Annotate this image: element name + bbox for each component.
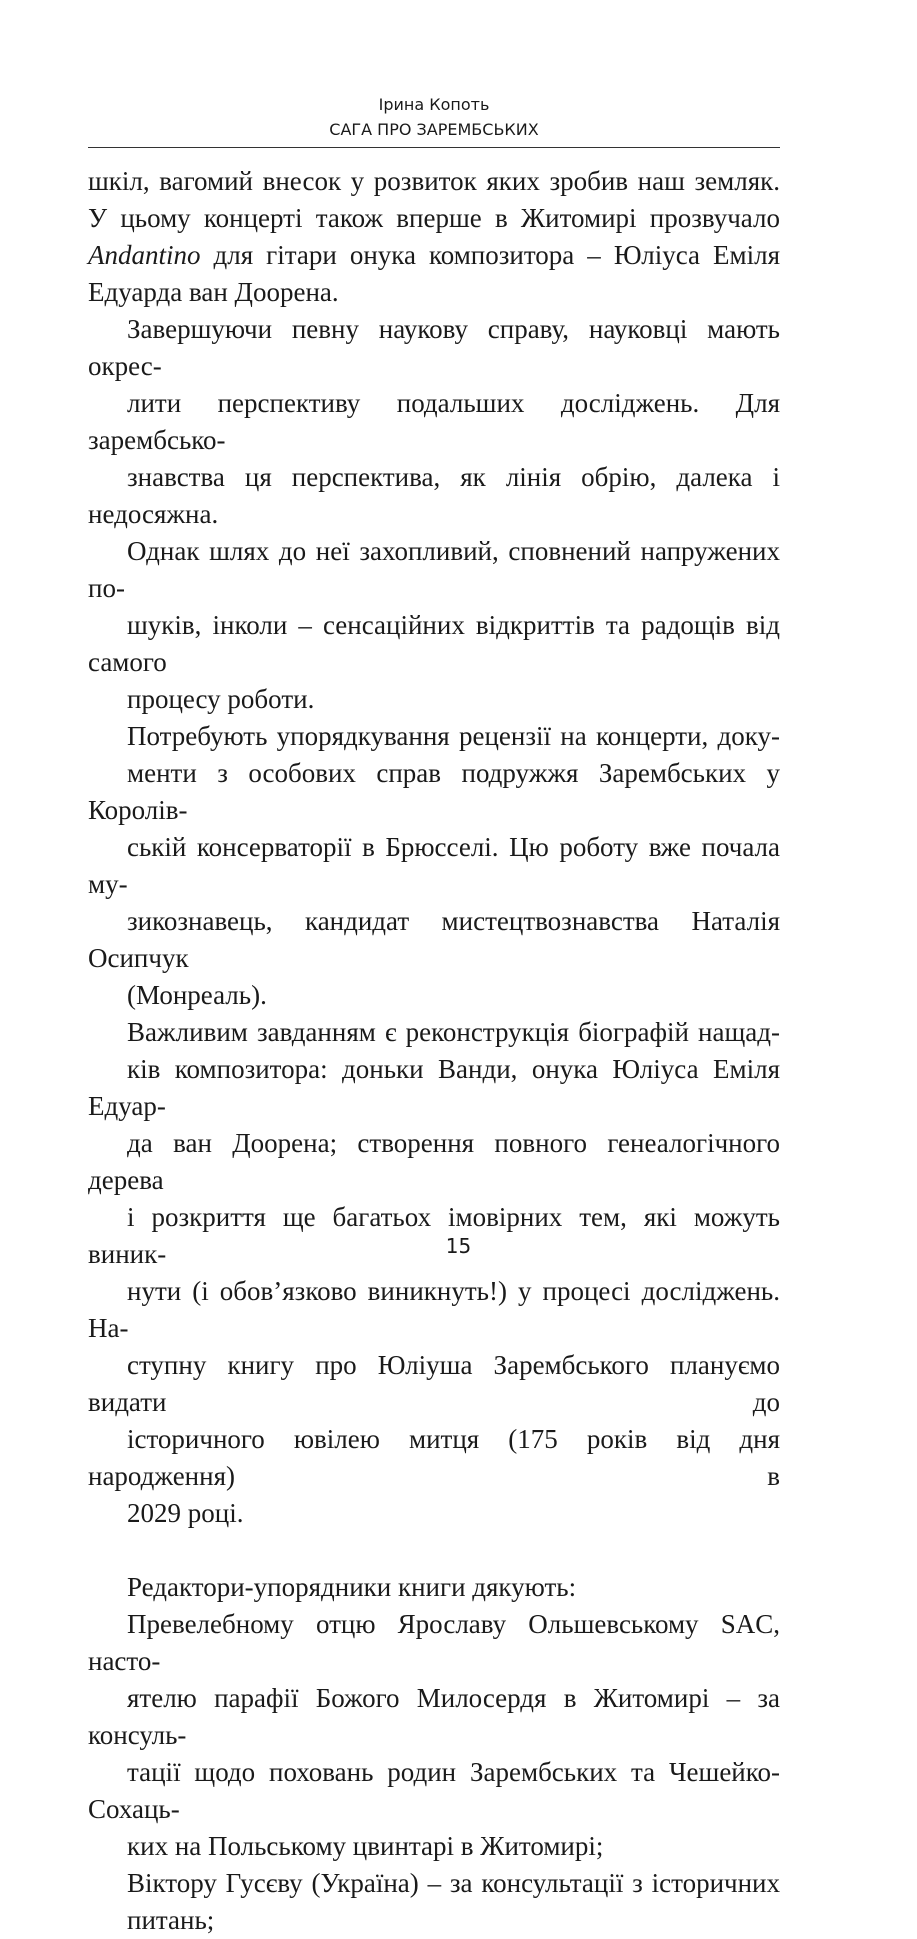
text-line: (Монреаль). xyxy=(127,980,267,1010)
text-line: ків композитора: доньки Ванди, онука Юліуса Еміля Едуар- xyxy=(88,1054,780,1121)
paragraph-acknowledgements-intro xyxy=(88,1569,780,1606)
header-rule xyxy=(88,147,780,148)
text-line: Потребують упорядкування рецензії на концерти, доку- xyxy=(127,721,780,751)
paragraph-3 xyxy=(88,718,780,1014)
text-line: менти з особових справ подружжя Зарембських у Королів- xyxy=(88,758,780,825)
text-line: Віктору Гусєву (Україна) – за консультації з історичних xyxy=(127,1868,780,1898)
paragraph-1 xyxy=(88,163,780,311)
page-number: 15 xyxy=(445,1234,472,1258)
text-line: нути (і обов’язково виникнуть!) у процесі досліджень. На- xyxy=(88,1276,780,1343)
header-author: Ірина Копоть xyxy=(378,95,490,114)
text-line-rest: для гітари онука композитора – Юліуса Еміля xyxy=(200,240,780,270)
text-line: і розкриття ще багатьох імовірних тем, які можуть виник- xyxy=(88,1202,780,1269)
text-line: да ван Доорена; створення повного генеалогічного дерева xyxy=(88,1128,780,1195)
text-line: Превелебному отцю Ярославу Ольшевському SAC, насто- xyxy=(88,1609,780,1676)
running-header xyxy=(88,92,780,142)
text-line: ській консерваторії в Брюсселі. Цю роботу вже почала му- xyxy=(88,832,780,899)
text-line: ких на Польському цвинтарі в Житомирі; xyxy=(127,1831,604,1861)
text-line: процесу роботи. xyxy=(127,684,315,714)
text-line: Редактори-упорядники книги дякують: xyxy=(127,1572,577,1602)
text-line: ятелю парафії Божого Милосердя в Житомирі – за консуль- xyxy=(88,1683,780,1750)
text-line: У цьому концерті також вперше в Житомирі прозвучало xyxy=(88,203,780,233)
text-line: Важливим завданням є реконструкція біографій нащад- xyxy=(127,1017,780,1047)
text-line: 2029 році. xyxy=(127,1498,244,1528)
text-line: Едуарда ван Доорена. xyxy=(88,277,339,307)
text-line: знавства ця перспектива, як лінія обрію, далека і недосяжна. xyxy=(88,462,780,529)
page-body xyxy=(88,163,780,1939)
text-line: Однак шлях до неї захопливий, сповнений напружених по- xyxy=(88,536,780,603)
text-line: тації щодо поховань родин Зарембських та Чешейко-Сохаць- xyxy=(88,1757,780,1824)
text-line: питань; xyxy=(127,1905,215,1935)
text-line: лити перспективу подальших досліджень. Для зарембсько- xyxy=(88,388,780,455)
text-line: Завершуючи певну наукову справу, науковці мають окрес- xyxy=(88,314,780,381)
italic-term: Andantino xyxy=(88,240,201,270)
paragraph-4 xyxy=(88,1014,780,1532)
text-line xyxy=(88,237,780,274)
paragraph-acknowledgement-1 xyxy=(88,1606,780,1865)
paragraph-2 xyxy=(88,311,780,718)
header-book-title: САГА ПРО ЗАРЕМБСЬКИХ xyxy=(329,120,539,139)
text-line: історичного ювілею митця (175 років від дня народження) в xyxy=(88,1424,780,1491)
text-line: шуків, інколи – сенсаційних відкриттів та радощів від самого xyxy=(88,610,780,677)
paragraph-acknowledgement-2 xyxy=(88,1865,780,1939)
text-line: зикознавець, кандидат мистецтвознавства Наталія Осипчук xyxy=(88,906,780,973)
text-line: шкіл, вагомий внесок у розвиток яких зробив наш земляк. xyxy=(88,166,780,196)
paragraph-gap xyxy=(88,1532,780,1569)
text-line: ступну книгу про Юліуша Зарембського плануємо видати до xyxy=(88,1350,780,1417)
